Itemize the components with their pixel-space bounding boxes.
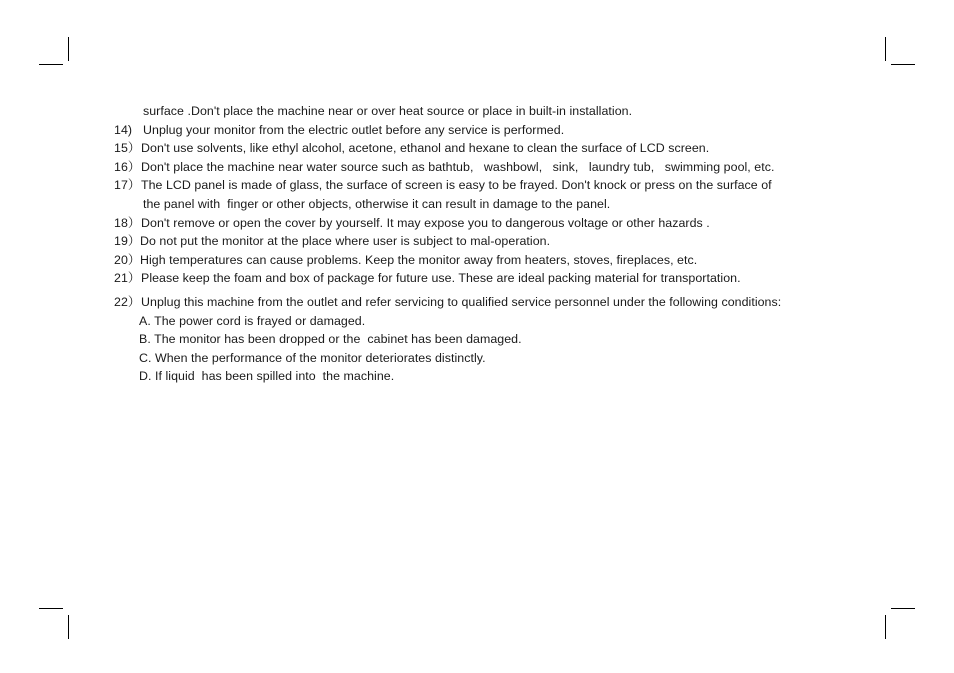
list-item-14 xyxy=(114,122,564,138)
list-item-22 xyxy=(114,294,781,310)
list-item-17 xyxy=(114,177,772,193)
item-number: 16） xyxy=(114,160,141,174)
item-text: The LCD panel is made of glass, the surface of screen is easy to be frayed. Don't knock or press on the surface of xyxy=(141,178,772,192)
list-item-16 xyxy=(114,159,774,175)
list-item-20 xyxy=(114,252,697,268)
item-number: 15） xyxy=(114,141,141,155)
list-item-15 xyxy=(114,140,709,156)
line-text: surface .Don't place the machine near or over heat source or place in built-in installation. xyxy=(143,104,633,118)
list-item-17-continuation xyxy=(143,196,610,212)
item-number: 19） xyxy=(114,234,141,248)
condition-b xyxy=(139,331,522,347)
item-number: 18） xyxy=(114,216,141,230)
item-text: the panel with finger or other objects, otherwise it can result in damage to the panel. xyxy=(143,197,611,211)
item-text: Do not put the monitor at the place where user is subject to mal-operation. xyxy=(140,234,551,248)
condition-c xyxy=(139,350,486,366)
item-text: Don't place the machine near water source such as bathtub, washbowl, sink, laundry tub, swimming pool, etc. xyxy=(141,160,775,174)
item-number: 21） xyxy=(114,271,141,285)
condition-a xyxy=(139,313,365,329)
condition-d xyxy=(139,368,394,384)
list-item-19 xyxy=(114,233,550,249)
item-number: 14) xyxy=(114,123,133,137)
item-text: Unplug this machine from the outlet and refer servicing to qualified service personnel under the following conditions: xyxy=(141,295,782,309)
item-number: 17） xyxy=(114,178,141,192)
condition-text: C. When the performance of the monitor deteriorates distinctly. xyxy=(139,351,486,365)
item-text: Don't use solvents, like ethyl alcohol, acetone, ethanol and hexane to clean the surface of LCD screen. xyxy=(141,141,710,155)
item-text: High temperatures can cause problems. Keep the monitor away from heaters, stoves, fireplaces, etc. xyxy=(140,253,698,267)
condition-text: A. The power cord is frayed or damaged. xyxy=(139,314,366,328)
item-number: 20） xyxy=(114,253,141,267)
item-text: Don't remove or open the cover by yourself. It may expose you to dangerous voltage or other hazards . xyxy=(141,216,710,230)
list-item-18 xyxy=(114,215,710,231)
text-line-continuation xyxy=(143,103,632,119)
condition-text: B. The monitor has been dropped or the cabinet has been damaged. xyxy=(139,332,522,346)
list-item-21 xyxy=(114,270,741,286)
item-text: Please keep the foam and box of package for future use. These are ideal packing material for transportation. xyxy=(141,271,741,285)
item-number: 22） xyxy=(114,295,141,309)
item-text: Unplug your monitor from the electric outlet before any service is performed. xyxy=(143,123,565,137)
condition-text: D. If liquid has been spilled into the machine. xyxy=(139,369,395,383)
